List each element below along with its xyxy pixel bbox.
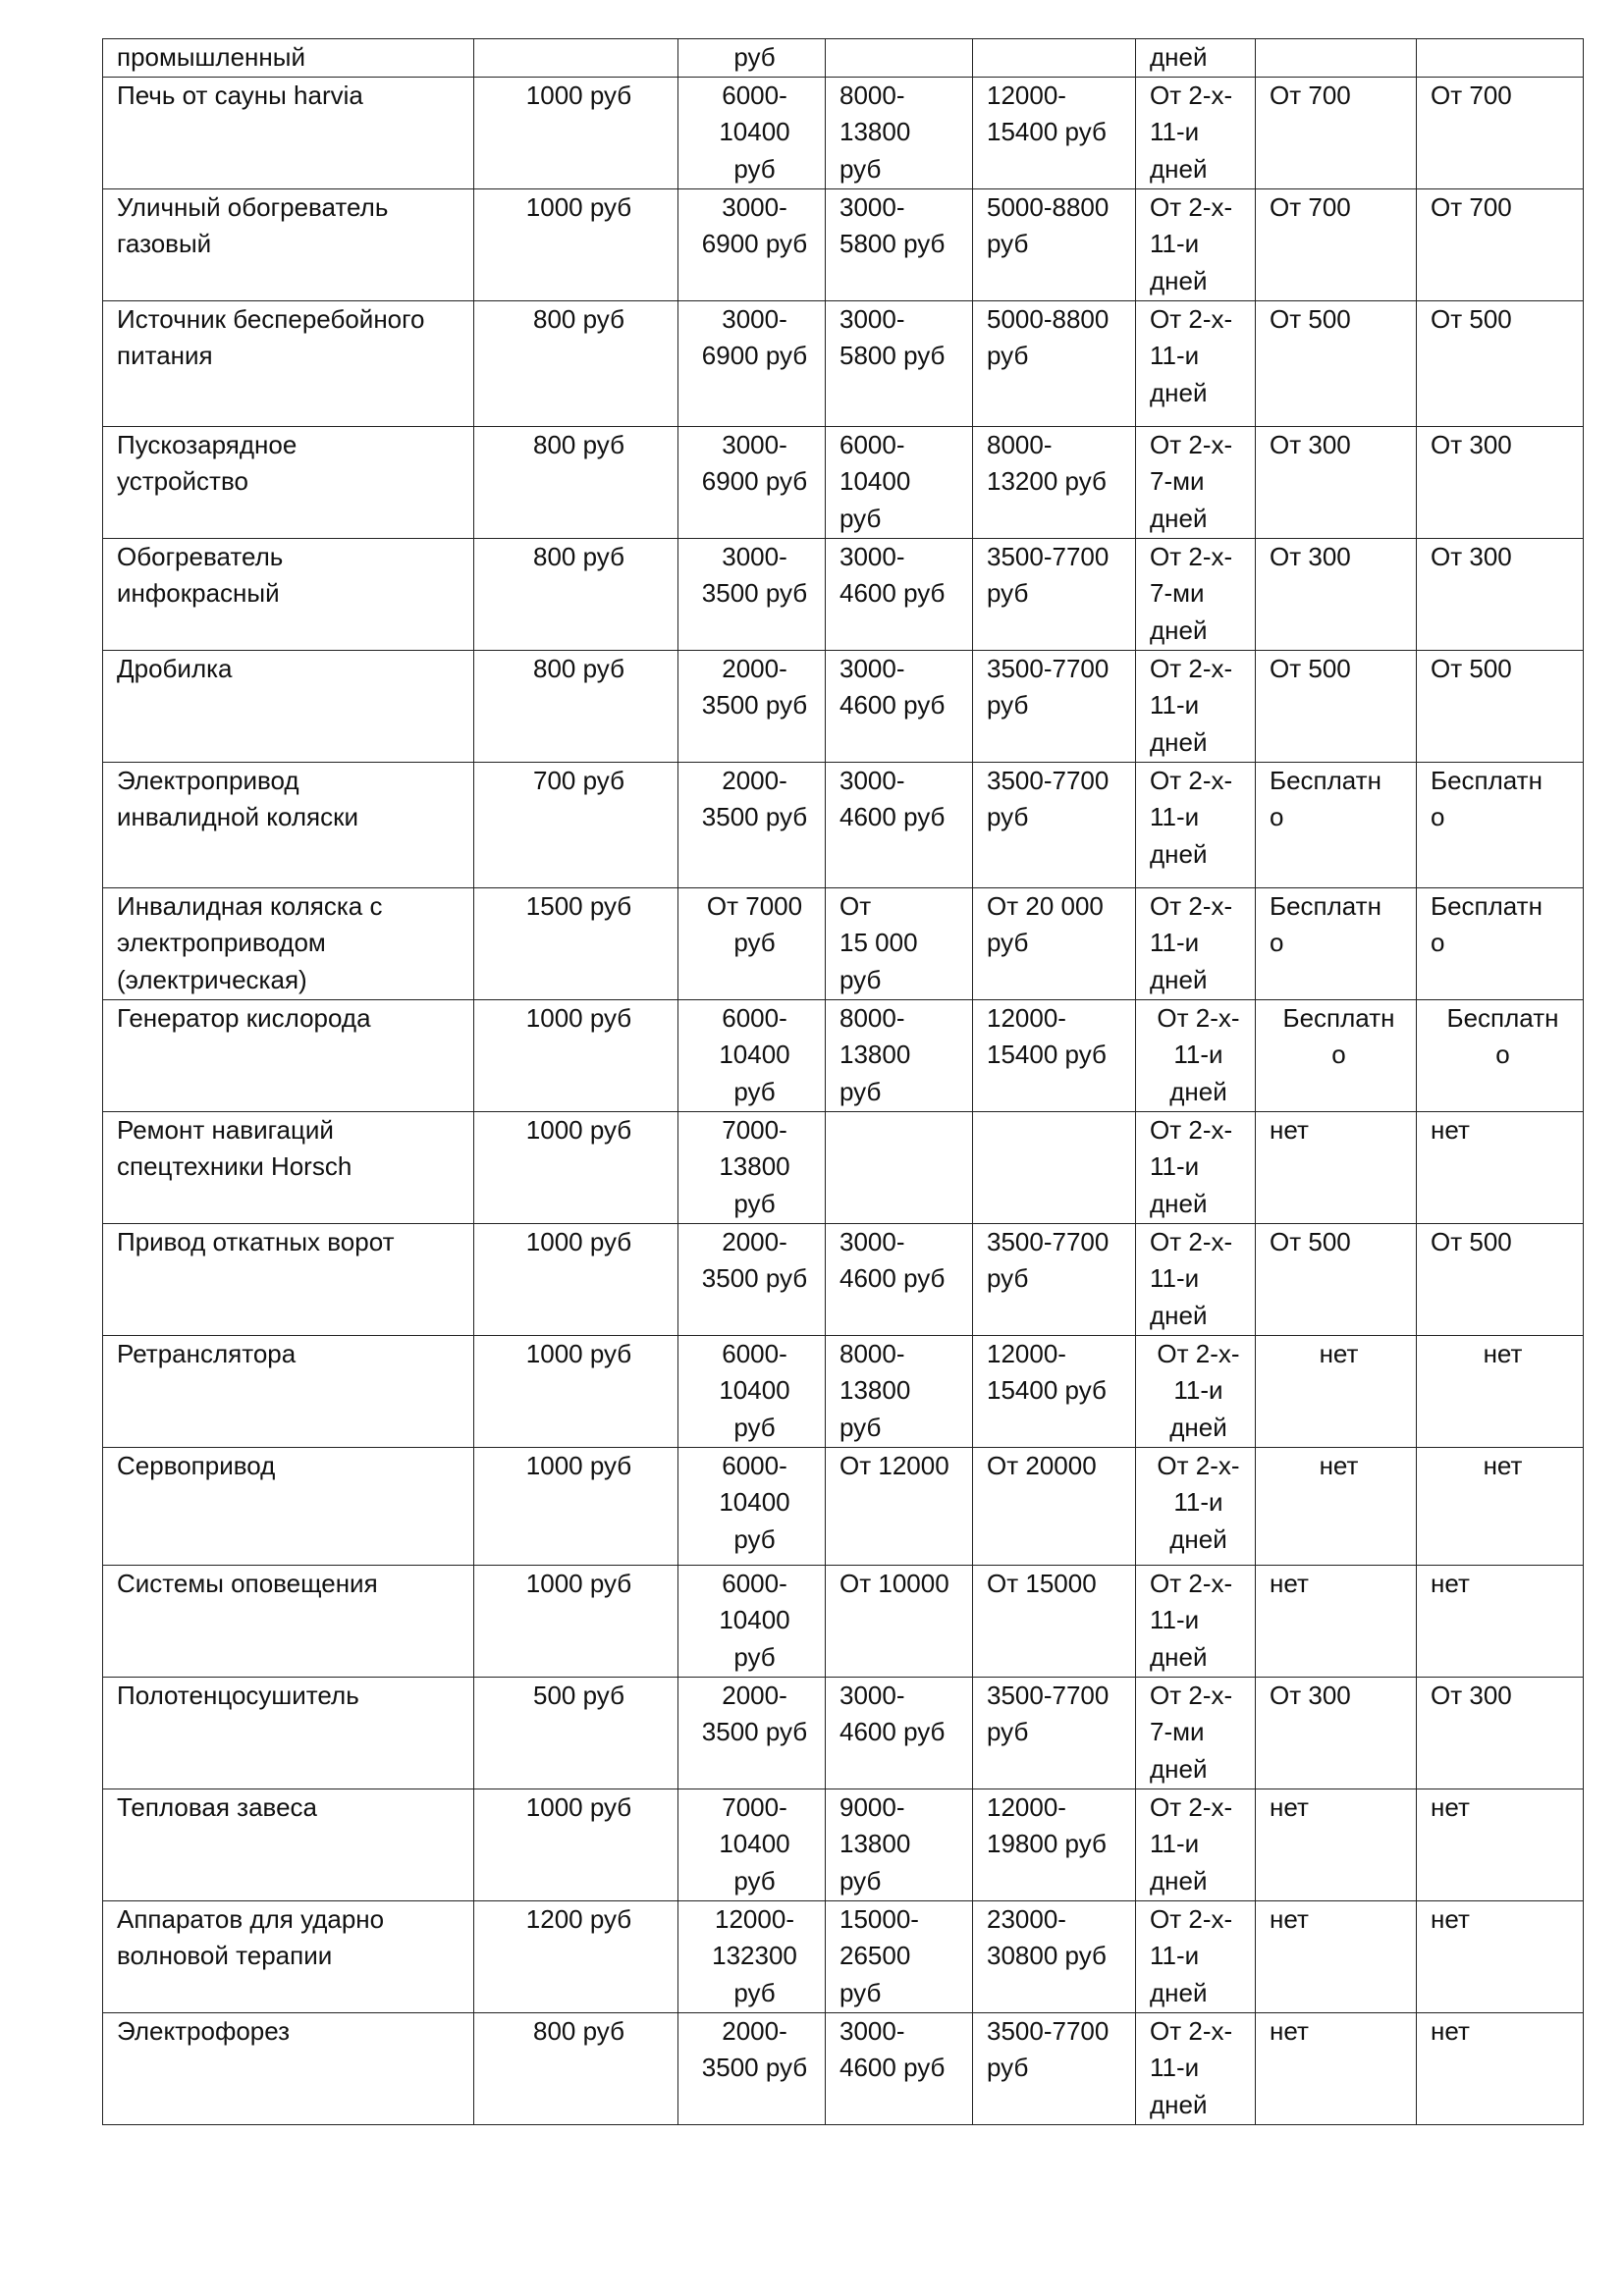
repair-price-cell: 2000- 3500 руб (678, 1223, 826, 1335)
extra-price-cell: нет (1417, 1447, 1584, 1565)
table-row (103, 999, 1584, 1111)
table-row (103, 1223, 1584, 1335)
repair-price-cell: 3500-7700 руб (973, 1677, 1136, 1789)
table-row (103, 2012, 1584, 2124)
service-name-cell: Инвалидная коляска с электроприводом (электрическая) (103, 887, 474, 999)
table-row (103, 1565, 1584, 1677)
extra-price-cell: От 500 (1417, 300, 1584, 426)
repair-price-cell: 8000- 13800 руб (826, 1335, 973, 1447)
extra-price-cell: Бесплатн о (1417, 999, 1584, 1111)
repair-price-cell: 3500-7700 руб (973, 650, 1136, 762)
diagnostics-price-cell: 700 руб (474, 762, 678, 887)
repair-term-cell: От 2-х- 11-и дней (1136, 762, 1256, 887)
extra-price-cell: нет (1256, 1900, 1417, 2012)
repair-price-cell: 3000- 6900 руб (678, 426, 826, 538)
repair-price-cell: руб (678, 39, 826, 78)
service-name-cell: Электропривод инвалидной коляски (103, 762, 474, 887)
extra-price-cell: нет (1417, 2012, 1584, 2124)
table-row (103, 1447, 1584, 1565)
service-name-cell: Полотенцосушитель (103, 1677, 474, 1789)
repair-price-cell (826, 1111, 973, 1223)
table-row (103, 887, 1584, 999)
repair-price-cell: 3500-7700 руб (973, 1223, 1136, 1335)
price-table-body (103, 39, 1584, 2125)
service-name-cell: Пускозарядное устройство (103, 426, 474, 538)
table-row (103, 1900, 1584, 2012)
extra-price-cell: нет (1256, 1565, 1417, 1677)
table-row (103, 77, 1584, 188)
extra-price-cell: Бесплатн о (1256, 887, 1417, 999)
extra-price-cell: Бесплатн о (1256, 762, 1417, 887)
service-name-cell: Привод откатных ворот (103, 1223, 474, 1335)
repair-price-cell: 15000- 26500 руб (826, 1900, 973, 2012)
repair-price-cell: 8000- 13800 руб (826, 999, 973, 1111)
table-row (103, 650, 1584, 762)
diagnostics-price-cell: 800 руб (474, 300, 678, 426)
extra-price-cell: нет (1417, 1335, 1584, 1447)
extra-price-cell: Бесплатн о (1417, 887, 1584, 999)
table-row (103, 426, 1584, 538)
repair-price-cell: 6000- 10400 руб (678, 1447, 826, 1565)
repair-price-cell: 3000- 4600 руб (826, 2012, 973, 2124)
diagnostics-price-cell: 1000 руб (474, 1111, 678, 1223)
repair-term-cell: От 2-х- 11-и дней (1136, 650, 1256, 762)
repair-price-cell: 3000- 5800 руб (826, 188, 973, 300)
repair-price-cell: От 20 000 руб (973, 887, 1136, 999)
repair-price-cell: 2000- 3500 руб (678, 2012, 826, 2124)
extra-price-cell: От 500 (1256, 1223, 1417, 1335)
extra-price-cell: нет (1256, 1335, 1417, 1447)
repair-term-cell: От 2-х- 7-ми дней (1136, 426, 1256, 538)
table-row (103, 1335, 1584, 1447)
table-row (103, 300, 1584, 426)
repair-price-cell (973, 1111, 1136, 1223)
repair-price-cell: 3000- 4600 руб (826, 1677, 973, 1789)
repair-term-cell: От 2-х- 11-и дней (1136, 77, 1256, 188)
document-page (102, 38, 1583, 2125)
repair-price-cell: 2000- 3500 руб (678, 1677, 826, 1789)
service-name-cell: Тепловая завеса (103, 1789, 474, 1900)
repair-price-cell: От 10000 (826, 1565, 973, 1677)
repair-price-cell (973, 39, 1136, 78)
extra-price-cell: От 300 (1256, 1677, 1417, 1789)
table-row (103, 762, 1584, 887)
repair-price-cell: 3500-7700 руб (973, 762, 1136, 887)
extra-price-cell: нет (1417, 1111, 1584, 1223)
repair-price-cell: От 7000 руб (678, 887, 826, 999)
repair-term-cell: От 2-х- 11-и дней (1136, 1447, 1256, 1565)
service-name-cell: Дробилка (103, 650, 474, 762)
repair-price-cell: 8000- 13200 руб (973, 426, 1136, 538)
service-name-cell: Ретранслятора (103, 1335, 474, 1447)
repair-price-cell: 6000- 10400 руб (826, 426, 973, 538)
diagnostics-price-cell: 1000 руб (474, 77, 678, 188)
service-name-cell: Генератор кислорода (103, 999, 474, 1111)
price-table (102, 38, 1584, 2125)
diagnostics-price-cell (474, 39, 678, 78)
repair-term-cell: От 2-х- 11-и дней (1136, 887, 1256, 999)
repair-term-cell: От 2-х- 11-и дней (1136, 300, 1256, 426)
table-row (103, 39, 1584, 78)
repair-price-cell: 2000- 3500 руб (678, 650, 826, 762)
repair-term-cell: От 2-х- 11-и дней (1136, 2012, 1256, 2124)
extra-price-cell: нет (1256, 1111, 1417, 1223)
service-name-cell: Сервопривод (103, 1447, 474, 1565)
repair-price-cell: 3000- 4600 руб (826, 650, 973, 762)
service-name-cell: Уличный обогреватель газовый (103, 188, 474, 300)
repair-term-cell: От 2-х- 7-ми дней (1136, 538, 1256, 650)
repair-price-cell: 12000- 19800 руб (973, 1789, 1136, 1900)
diagnostics-price-cell: 1000 руб (474, 1447, 678, 1565)
service-name-cell: Обогреватель инфокрасный (103, 538, 474, 650)
extra-price-cell: нет (1256, 1789, 1417, 1900)
extra-price-cell: нет (1256, 2012, 1417, 2124)
extra-price-cell: От 700 (1417, 77, 1584, 188)
diagnostics-price-cell: 800 руб (474, 2012, 678, 2124)
diagnostics-price-cell: 1000 руб (474, 1565, 678, 1677)
extra-price-cell: нет (1417, 1565, 1584, 1677)
repair-price-cell: От 15 000 руб (826, 887, 973, 999)
repair-price-cell: 12000- 15400 руб (973, 999, 1136, 1111)
repair-price-cell: 6000- 10400 руб (678, 1335, 826, 1447)
extra-price-cell (1417, 39, 1584, 78)
diagnostics-price-cell: 1000 руб (474, 1789, 678, 1900)
extra-price-cell: От 700 (1417, 188, 1584, 300)
repair-term-cell: От 2-х- 11-и дней (1136, 1565, 1256, 1677)
service-name-cell: Электрофорез (103, 2012, 474, 2124)
repair-term-cell: От 2-х- 7-ми дней (1136, 1677, 1256, 1789)
service-name-cell: Печь от сауны harvia (103, 77, 474, 188)
table-row (103, 1789, 1584, 1900)
repair-term-cell: От 2-х- 11-и дней (1136, 999, 1256, 1111)
repair-term-cell: От 2-х- 11-и дней (1136, 188, 1256, 300)
service-name-cell: Источник бесперебойного питания (103, 300, 474, 426)
diagnostics-price-cell: 1000 руб (474, 1335, 678, 1447)
repair-price-cell: 3000- 6900 руб (678, 300, 826, 426)
extra-price-cell: Бесплатн о (1417, 762, 1584, 887)
diagnostics-price-cell: 1200 руб (474, 1900, 678, 2012)
repair-price-cell: 5000-8800 руб (973, 300, 1136, 426)
repair-price-cell: 7000- 10400 руб (678, 1789, 826, 1900)
extra-price-cell: От 300 (1256, 538, 1417, 650)
repair-price-cell: 12000- 132300 руб (678, 1900, 826, 2012)
diagnostics-price-cell: 800 руб (474, 538, 678, 650)
repair-price-cell: 6000- 10400 руб (678, 1565, 826, 1677)
repair-price-cell: 8000- 13800 руб (826, 77, 973, 188)
extra-price-cell: нет (1417, 1789, 1584, 1900)
extra-price-cell (1256, 39, 1417, 78)
repair-price-cell: 3500-7700 руб (973, 2012, 1136, 2124)
repair-price-cell: От 15000 (973, 1565, 1136, 1677)
service-name-cell: Системы оповещения (103, 1565, 474, 1677)
table-row (103, 538, 1584, 650)
repair-price-cell: От 20000 (973, 1447, 1136, 1565)
repair-term-cell: От 2-х- 11-и дней (1136, 1900, 1256, 2012)
repair-price-cell: 12000- 15400 руб (973, 77, 1136, 188)
extra-price-cell: От 700 (1256, 188, 1417, 300)
repair-term-cell: От 2-х- 11-и дней (1136, 1789, 1256, 1900)
repair-price-cell: 3000- 4600 руб (826, 1223, 973, 1335)
extra-price-cell: От 300 (1417, 538, 1584, 650)
repair-price-cell: 6000- 10400 руб (678, 77, 826, 188)
repair-price-cell: 3500-7700 руб (973, 538, 1136, 650)
repair-price-cell: 23000- 30800 руб (973, 1900, 1136, 2012)
extra-price-cell: От 500 (1417, 1223, 1584, 1335)
repair-price-cell: 3000- 4600 руб (826, 762, 973, 887)
table-row (103, 1111, 1584, 1223)
extra-price-cell: От 300 (1417, 426, 1584, 538)
repair-price-cell: 5000-8800 руб (973, 188, 1136, 300)
repair-price-cell: 7000- 13800 руб (678, 1111, 826, 1223)
extra-price-cell: От 300 (1417, 1677, 1584, 1789)
extra-price-cell: нет (1256, 1447, 1417, 1565)
diagnostics-price-cell: 1000 руб (474, 1223, 678, 1335)
repair-term-cell: От 2-х- 11-и дней (1136, 1223, 1256, 1335)
repair-price-cell: 3000- 3500 руб (678, 538, 826, 650)
repair-price-cell: 3000- 5800 руб (826, 300, 973, 426)
table-row (103, 188, 1584, 300)
extra-price-cell: От 500 (1256, 650, 1417, 762)
diagnostics-price-cell: 800 руб (474, 650, 678, 762)
extra-price-cell: От 700 (1256, 77, 1417, 188)
diagnostics-price-cell: 1000 руб (474, 999, 678, 1111)
service-name-cell: Ремонт навигаций спецтехники Horsch (103, 1111, 474, 1223)
extra-price-cell: Бесплатн о (1256, 999, 1417, 1111)
repair-term-cell: дней (1136, 39, 1256, 78)
repair-term-cell: От 2-х- 11-и дней (1136, 1111, 1256, 1223)
repair-price-cell: 6000- 10400 руб (678, 999, 826, 1111)
extra-price-cell: нет (1417, 1900, 1584, 2012)
repair-price-cell: 3000- 6900 руб (678, 188, 826, 300)
repair-price-cell: 9000- 13800 руб (826, 1789, 973, 1900)
service-name-cell: Аппаратов для ударно волновой терапии (103, 1900, 474, 2012)
extra-price-cell: От 500 (1417, 650, 1584, 762)
repair-price-cell: 2000- 3500 руб (678, 762, 826, 887)
repair-price-cell: 3000- 4600 руб (826, 538, 973, 650)
repair-price-cell: От 12000 (826, 1447, 973, 1565)
repair-price-cell: 12000- 15400 руб (973, 1335, 1136, 1447)
diagnostics-price-cell: 1500 руб (474, 887, 678, 999)
extra-price-cell: От 500 (1256, 300, 1417, 426)
service-name-cell: промышленный (103, 39, 474, 78)
diagnostics-price-cell: 1000 руб (474, 188, 678, 300)
table-row (103, 1677, 1584, 1789)
diagnostics-price-cell: 800 руб (474, 426, 678, 538)
repair-term-cell: От 2-х- 11-и дней (1136, 1335, 1256, 1447)
repair-price-cell (826, 39, 973, 78)
extra-price-cell: От 300 (1256, 426, 1417, 538)
diagnostics-price-cell: 500 руб (474, 1677, 678, 1789)
